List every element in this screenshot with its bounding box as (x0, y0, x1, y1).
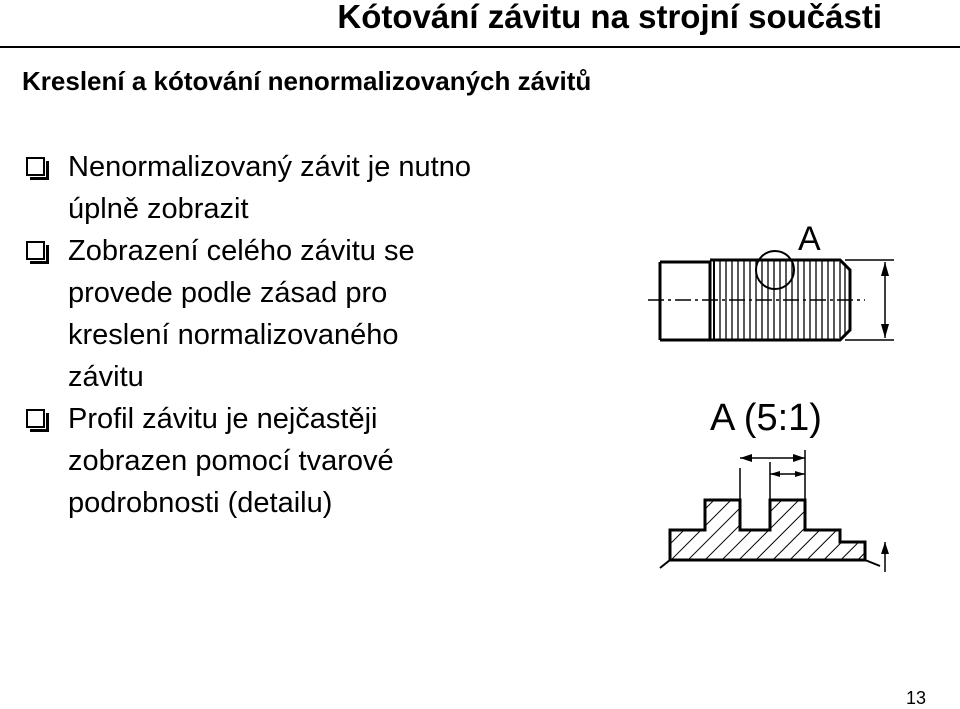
slide-title: Kótování závitu na strojní součásti (337, 0, 882, 35)
view-label: A (798, 220, 821, 258)
bullet-line: zobrazen pomocí tvarové (68, 445, 394, 477)
shaft-view (648, 220, 894, 340)
bullet-line: Zobrazení celého závitu se (68, 235, 415, 267)
bullet-line: Profil závitu je nejčastěji (68, 403, 378, 435)
bullet-line: úplně zobrazit (68, 193, 249, 225)
slide-subtitle: Kreslení a kótování nenormalizovaných závitů (22, 66, 592, 96)
page-number: 13 (905, 688, 926, 708)
bullet-line: podrobnosti (detailu) (68, 487, 333, 519)
bullet-line: kreslení normalizovaného (68, 319, 399, 351)
title-divider (0, 46, 960, 48)
bullet-line: závitu (68, 361, 144, 393)
thread-detail (660, 397, 889, 572)
bullet-list (26, 146, 586, 524)
bullet-item-2 (26, 230, 586, 398)
bullet-item-3 (26, 398, 586, 524)
bullet-item-1 (26, 146, 586, 230)
bullet-line: Nenormalizovaný závit je nutno (68, 151, 471, 183)
thread-drawing (640, 200, 910, 580)
detail-label: A (5:1) (710, 397, 822, 439)
bullet-line: provede podle zásad pro (68, 277, 388, 309)
